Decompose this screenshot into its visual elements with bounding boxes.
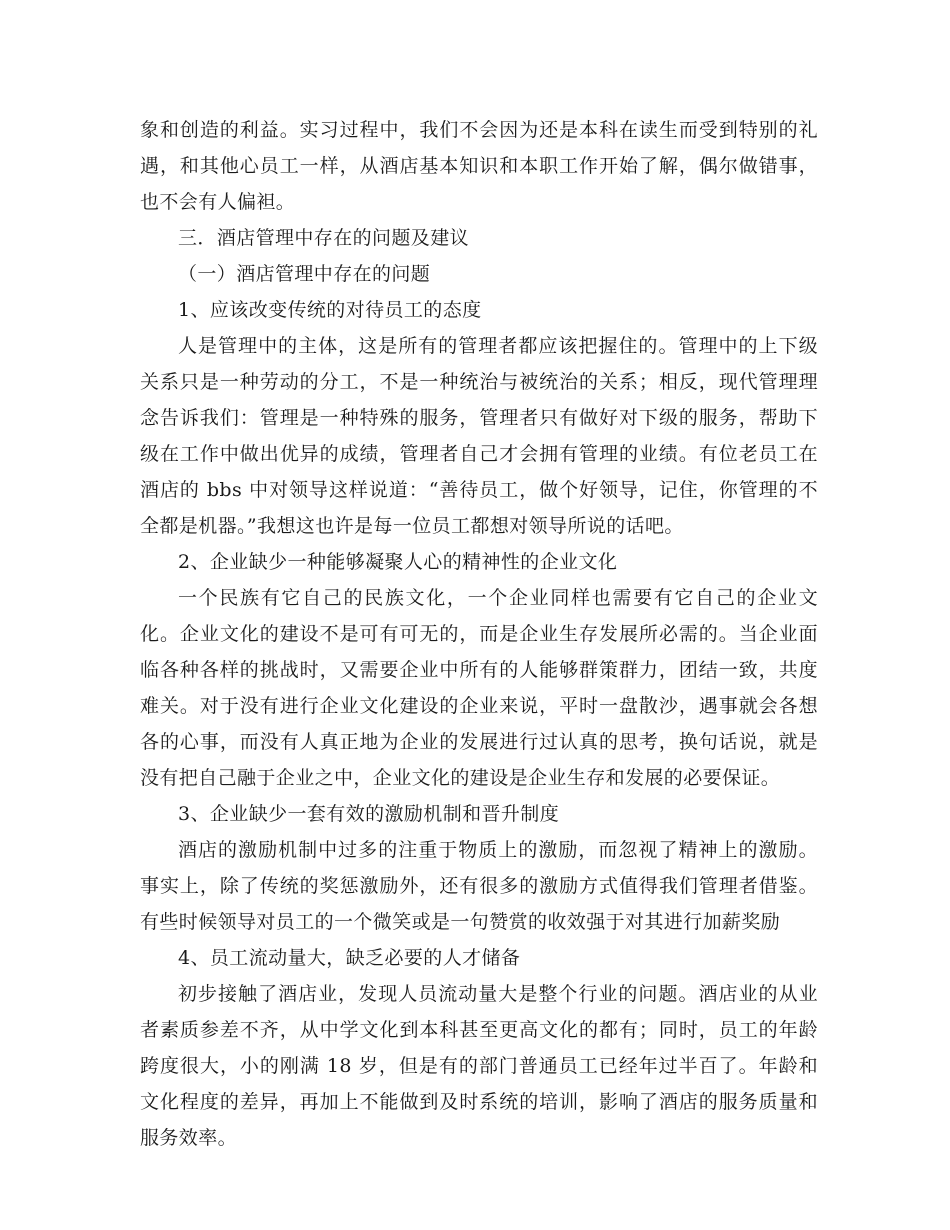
item-heading-1: 1、应该改变传统的对待员工的态度 <box>178 299 482 321</box>
paragraph-4: 初步接触了酒店业，发现人员流动量大是整个行业的问题。酒店业的从业者素质参差不齐，从中学文化到本科甚至更高文化的都有；同时，员工的年龄跨度很大，小的刚满 18 岁，但是有的部门普通员工已经年过半百了。年龄和文化程度的差异，再加上不能做到及时系统的培训，影响了酒店的服务质量和服务效率。 <box>140 983 818 1149</box>
section-heading: 三．酒店管理中存在的问题及建议 <box>178 227 470 249</box>
paragraph-3: 酒店的激励机制中过多的注重于物质上的激励，而忽视了精神上的激励。事实上，除了传统的奖惩激励外，还有很多的激励方式值得我们管理者借鉴。有些时候领导对员工的一个微笑或是一句赞赏的收效强于对其进行加薪奖励 <box>140 839 818 933</box>
paragraph-1: 人是管理中的主体，这是所有的管理者都应该把握住的。管理中的上下级关系只是一种劳动的分工，不是一种统治与被统治的关系；相反，现代管理理念告诉我们：管理是一种特殊的服务，管理者只有做好对下级的服务，帮助下级在工作中做出优异的成绩，管理者自己才会拥有管理的业绩。有位老员工在酒店的 bbs 中对领导这样说道：“善待员工，做个好领导，记住，你管理的不全都是机器。”我想这也许是每一位员工都想对领导所说的话吧。 <box>140 335 818 537</box>
subsection-heading: （一）酒店管理中存在的问题 <box>178 263 431 285</box>
paragraph-2: 一个民族有它自己的民族文化，一个企业同样也需要有它自己的企业文化。企业文化的建设不是可有可无的，而是企业生存发展所必需的。当企业面临各种各样的挑战时，又需要企业中所有的人能够群策群力，团结一致，共度难关。对于没有进行企业文化建设的企业来说，平时一盘散沙，遇事就会各想各的心事，而没有人真正地为企业的发展进行过认真的思考，换句话说，就是没有把自己融于企业之中，企业文化的建设是企业生存和发展的必要保证。 <box>140 587 818 789</box>
item-heading-2: 2、企业缺少一种能够凝聚人心的精神性的企业文化 <box>178 551 618 573</box>
item-heading-3: 3、企业缺少一套有效的激励机制和晋升制度 <box>178 803 560 825</box>
item-heading-4: 4、员工流动量大，缺乏必要的人才储备 <box>178 947 521 969</box>
document-body <box>140 112 818 1156</box>
paragraph-continuation: 象和创造的利益。实习过程中，我们不会因为还是本科在读生而受到特别的礼遇，和其他心员工一样，从酒店基本知识和本职工作开始了解，偶尔做错事，也不会有人偏袒。 <box>140 119 818 213</box>
